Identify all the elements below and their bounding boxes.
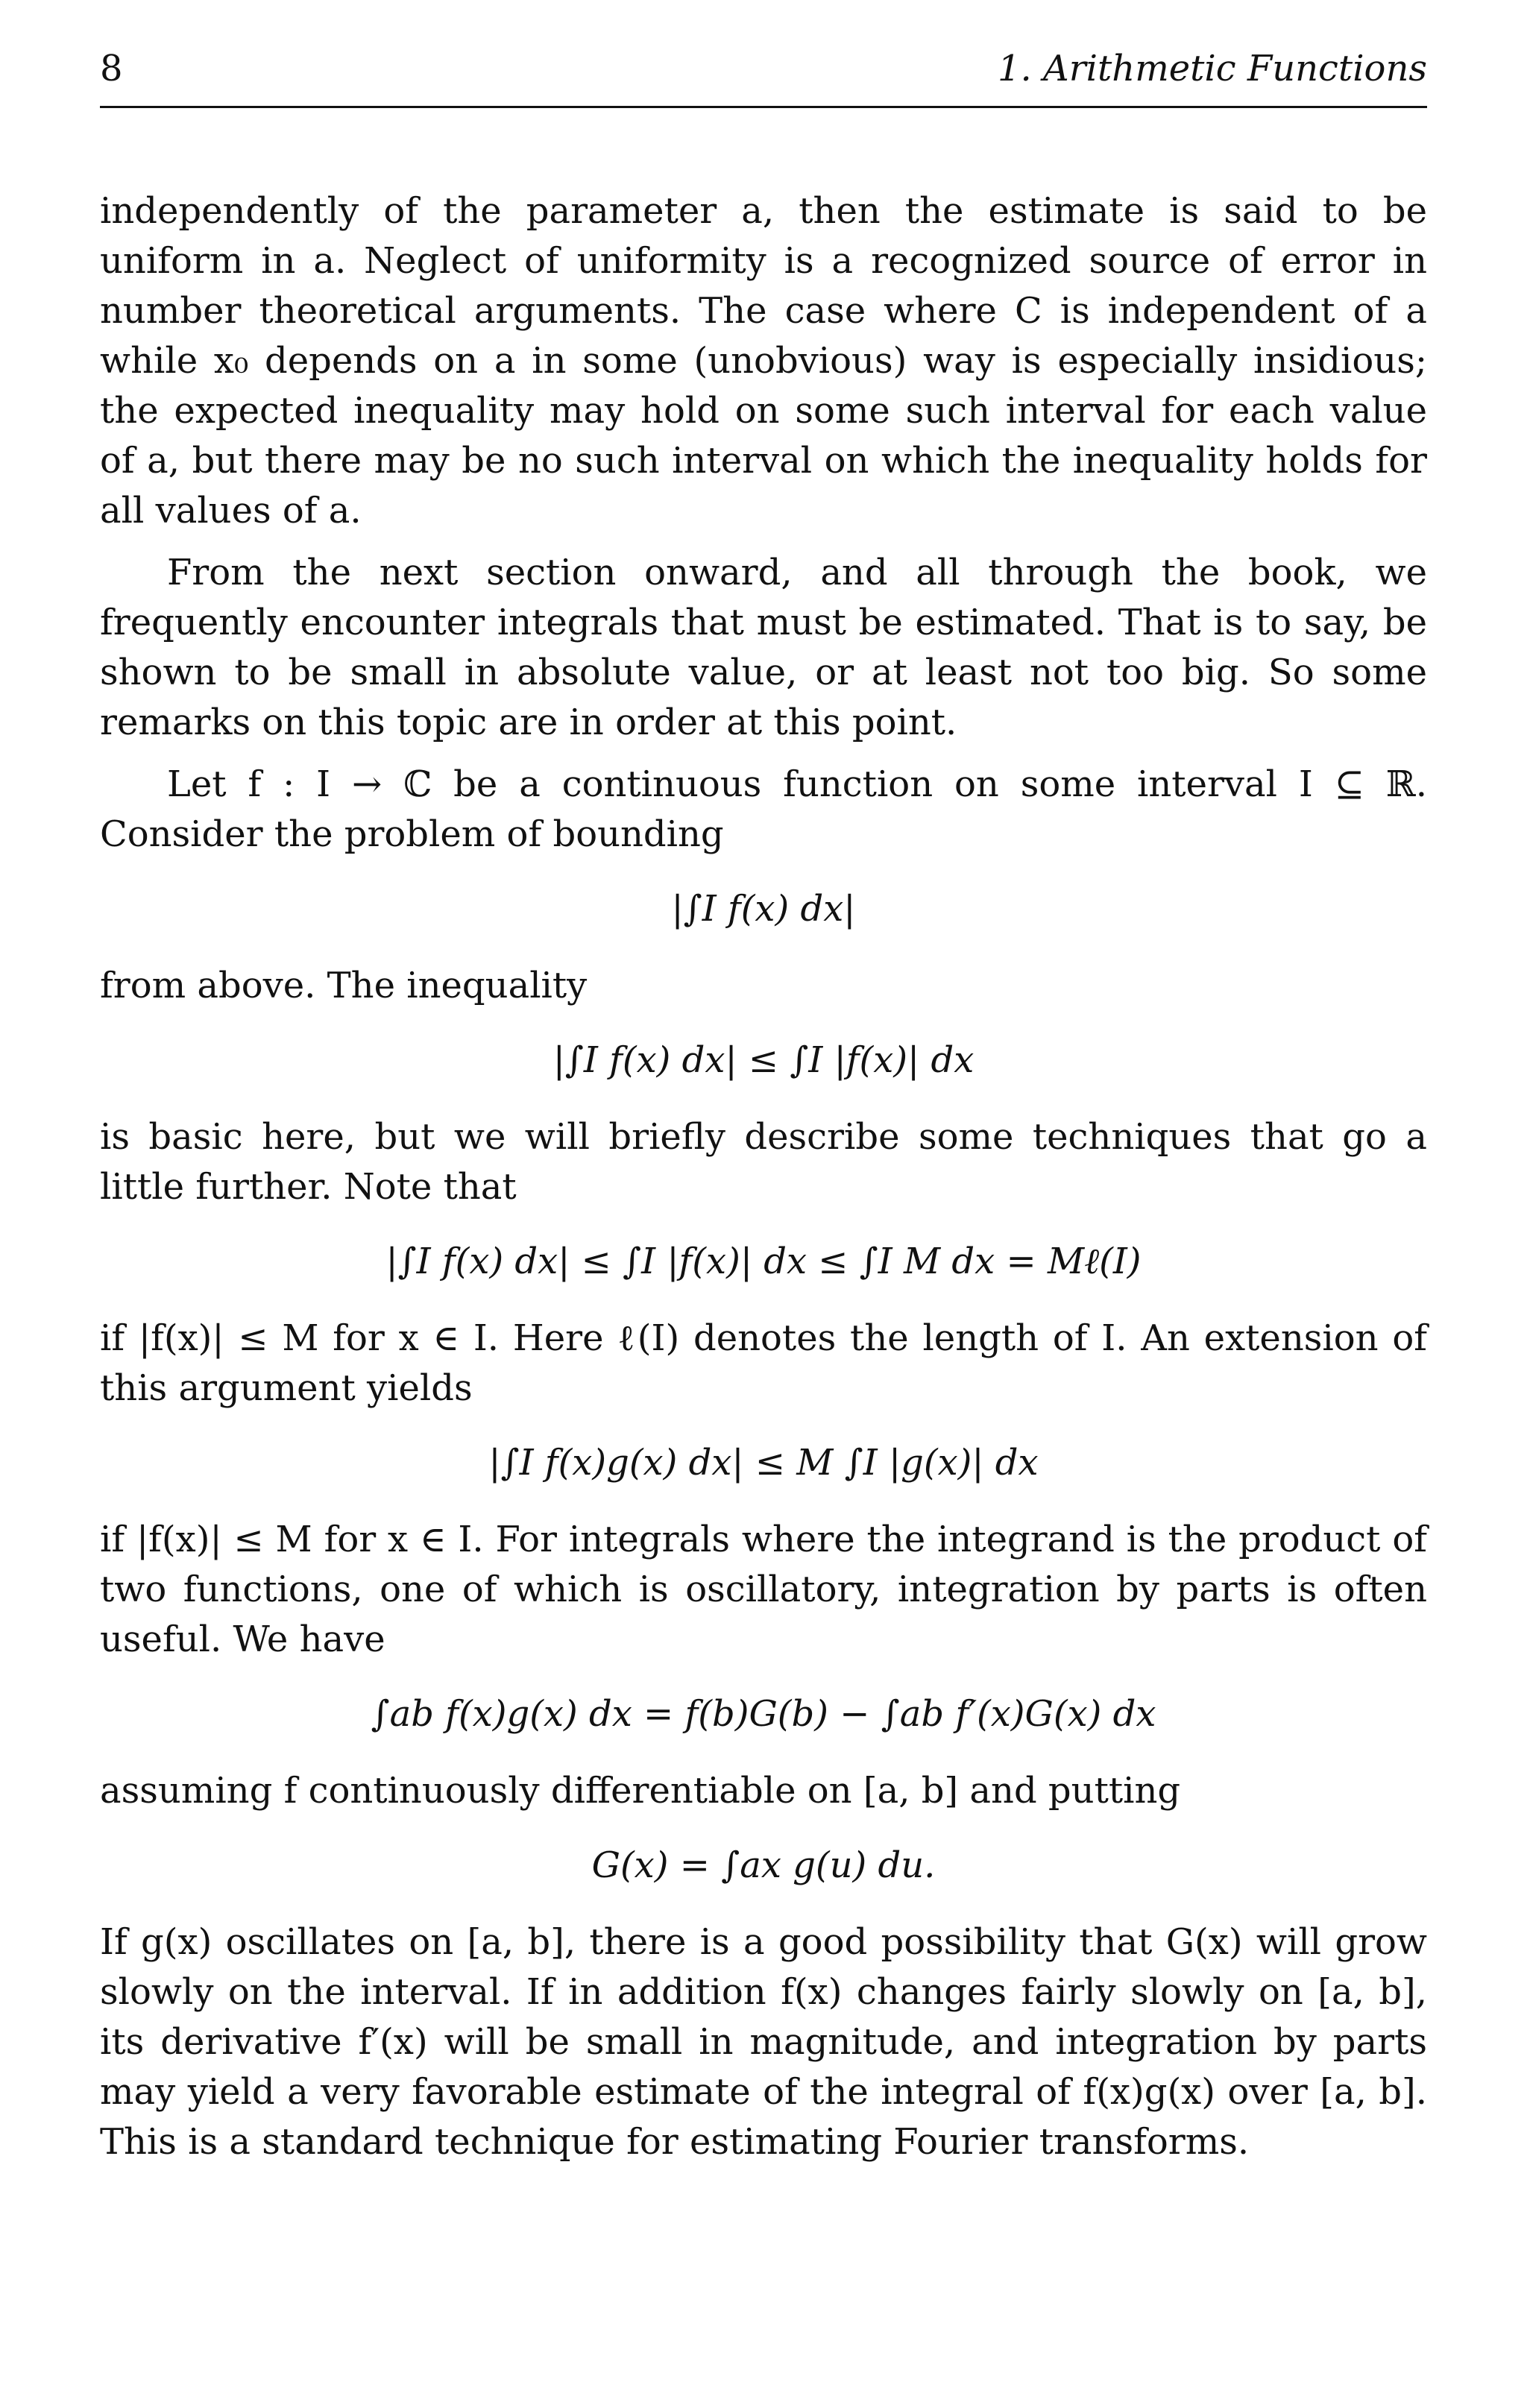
equation-abs-integral: |∫I f(x) dx|: [671, 888, 856, 930]
paragraph-assuming: assuming f continuously differentiable on [a, b] and putting: [100, 1770, 1181, 1812]
equation-length-bound: |∫I f(x) dx| ≤ ∫I |f(x)| dx ≤ ∫I M dx = Mℓ(I): [385, 1241, 1142, 1282]
paragraph-basic-here: is basic here, but we will briefly describe some techniques that go a little further. Note that: [100, 1116, 1427, 1208]
equation-G-definition: G(x) = ∫ax g(u) du.: [591, 1844, 936, 1886]
paragraph-from-above: from above. The inequality: [100, 965, 588, 1006]
paragraph-integrals-intro: From the next section onward, and all through the book, we frequently encounter integrals that must be estimated. That is to say, be shown to be small in absolute value, or at least not too big. So some remarks on this topic are in order at this point.: [100, 552, 1427, 743]
running-title: 1. Arithmetic Functions: [997, 48, 1427, 89]
page-header: [100, 43, 1427, 108]
equation-basic-inequality: |∫I f(x) dx| ≤ ∫I |f(x)| dx: [552, 1039, 975, 1081]
page-body: [100, 186, 1427, 2179]
equation-integration-by-parts: ∫ab f(x)g(x) dx = f(b)G(b) − ∫ab f′(x)G(x) dx: [371, 1693, 1156, 1735]
page-number: 8: [100, 48, 123, 89]
paragraph-bounding: Let f : I → ℂ be a continuous function on some interval I ⊆ ℝ. Consider the problem of bounding: [100, 763, 1427, 855]
equation-product-bound: |∫I f(x)g(x) dx| ≤ M ∫I |g(x)| dx: [488, 1442, 1039, 1484]
paragraph-uniformity: independently of the parameter a, then the estimate is said to be uniform in a. Neglect of uniformity is a recognized source of error in number theoretical arguments. The case where C is independent of a while x₀ depends on a in some (unobvious) way is especially insidious; the expected inequality may hold on some such interval for each value of a, but there may be no such interval on which the inequality holds for all values of a.: [100, 190, 1427, 532]
paragraph-integration-by-parts: if |f(x)| ≤ M for x ∈ I. For integrals where the integrand is the product of two functions, one of which is oscillatory, integration by parts is often useful. We have: [100, 1519, 1427, 1660]
paragraph-oscillation: If g(x) oscillates on [a, b], there is a good possibility that G(x) will grow slowly on the interval. If in addition f(x) changes fairly slowly on [a, b], its derivative f′(x) will be small in magnitude, and integration by parts may yield a very favorable estimate of the integral of f(x)g(x) over [a, b]. This is a standard technique for estimating Fourier transforms.: [100, 1921, 1427, 2163]
paragraph-length: if |f(x)| ≤ M for x ∈ I. Here ℓ(I) denotes the length of I. An extension of this argument yields: [100, 1317, 1427, 1409]
